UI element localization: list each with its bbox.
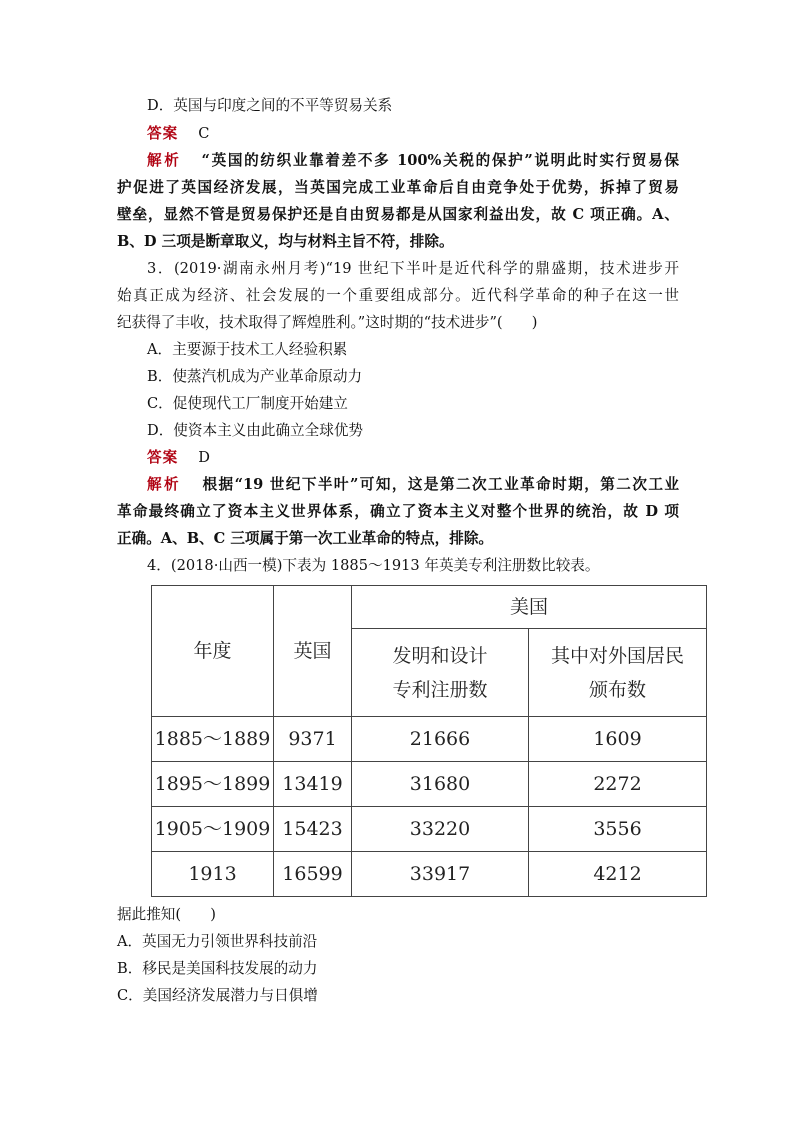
q4-prompt: 据此推知( ) — [117, 906, 216, 923]
q2-analysis-line-4: B、D 三项是断章取义，均与材料主旨不符，排除。 — [117, 233, 454, 250]
cell-year: 1905～1909 — [152, 807, 274, 852]
q4-stem: 4．(2018·山西一模)下表为 1885～1913 年英美专利注册数比较表。 — [147, 557, 600, 574]
answer-value: C — [198, 125, 210, 142]
header-year: 年度 — [152, 586, 274, 717]
header-us-foreign — [529, 629, 707, 717]
q4-option-b: B．移民是美国科技发展的动力 — [117, 960, 318, 977]
cell-us-total: 33917 — [352, 852, 529, 897]
cell-us-total: 31680 — [352, 762, 529, 807]
cell-us-foreign: 3556 — [529, 807, 707, 852]
cell-year: 1913 — [152, 852, 274, 897]
q3-stem-line-3: 纪获得了丰收，技术取得了辉煌胜利。”这时期的“技术进步”( ) — [117, 314, 538, 331]
q3-option-a: A．主要源于技术工人经验积累 — [147, 341, 348, 358]
q3-stem-line-2: 始真正成为经济、社会发展的一个重要组成部分。近代科学革命的种子在这一世 — [117, 287, 679, 304]
header-us-foreign-line-1: 其中对外国居民 — [551, 644, 685, 667]
q3-option-d: D．使资本主义由此确立全球优势 — [147, 422, 364, 439]
cell-year: 1885～1889 — [152, 717, 274, 762]
answer-value: D — [198, 449, 210, 466]
header-us-patents-line-2: 专利注册数 — [392, 678, 488, 701]
q3-stem-line-1: 3．(2019·湖南永州月考)“19 世纪下半叶是近代科学的鼎盛期，技术进步开 — [147, 260, 679, 277]
q4-option-c: C．美国经济发展潜力与日俱增 — [117, 987, 318, 1004]
table-row — [152, 807, 707, 852]
header-us-patents — [352, 629, 529, 717]
answer-label: 答案 — [147, 449, 179, 466]
table-row — [152, 717, 707, 762]
cell-us-total: 21666 — [352, 717, 529, 762]
table-row — [152, 762, 707, 807]
cell-us-foreign: 2272 — [529, 762, 707, 807]
q2-answer — [147, 124, 679, 144]
header-us-foreign-line-2: 颁布数 — [589, 678, 647, 701]
analysis-text: “英国的纺织业靠着差不多 100%关税的保护”说明此时实行贸易保 — [201, 152, 679, 169]
q2-option-d: D．英国与印度之间的不平等贸易关系 — [147, 97, 393, 114]
q2-analysis-line-2: 护促进了英国经济发展，当英国完成工业革命后自由竞争处于优势，拆掉了贸易 — [117, 179, 679, 196]
cell-uk: 16599 — [274, 852, 352, 897]
table-row — [152, 852, 707, 897]
q3-analysis-line-2: 革命最终确立了资本主义世界体系，确立了资本主义对整个世界的统治，故 D 项 — [117, 503, 679, 520]
cell-us-total: 33220 — [352, 807, 529, 852]
analysis-label: 解析 — [147, 152, 182, 169]
q3-answer — [147, 448, 679, 468]
q4-option-a: A．英国无力引领世界科技前沿 — [117, 933, 318, 950]
q3-option-b: B．使蒸汽机成为产业革命原动力 — [147, 368, 363, 385]
answer-label: 答案 — [147, 125, 179, 142]
q3-option-c: C．促使现代工厂制度开始建立 — [147, 395, 348, 412]
cell-uk: 13419 — [274, 762, 352, 807]
q3-analysis-line-3: 正确。A、B、C 三项属于第一次工业革命的特点，排除。 — [117, 530, 494, 547]
patent-table — [151, 585, 707, 897]
q2-analysis-line-1 — [147, 151, 679, 171]
cell-us-foreign: 4212 — [529, 852, 707, 897]
header-uk: 英国 — [274, 586, 352, 717]
cell-uk: 15423 — [274, 807, 352, 852]
cell-us-foreign: 1609 — [529, 717, 707, 762]
analysis-text: 根据“19 世纪下半叶”可知，这是第二次工业革命时期，第二次工业 — [201, 476, 679, 493]
header-us: 美国 — [352, 586, 707, 629]
header-us-patents-line-1: 发明和设计 — [392, 644, 488, 667]
cell-year: 1895～1899 — [152, 762, 274, 807]
cell-uk: 9371 — [274, 717, 352, 762]
analysis-label: 解析 — [147, 476, 182, 493]
q3-analysis-line-1 — [147, 475, 679, 495]
q2-analysis-line-3: 壁垒，显然不管是贸易保护还是自由贸易都是从国家利益出发，故 C 项正确。A、 — [117, 206, 679, 223]
